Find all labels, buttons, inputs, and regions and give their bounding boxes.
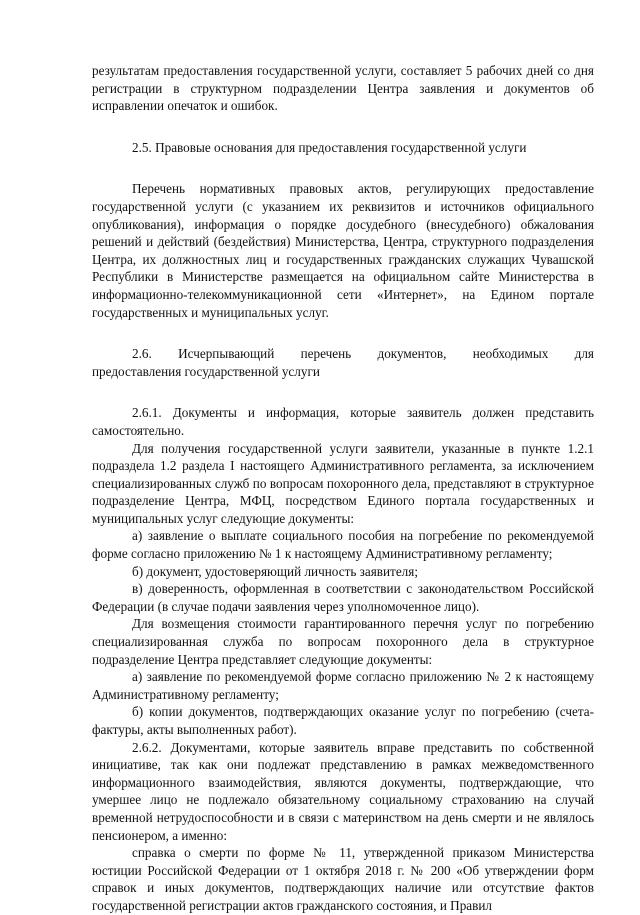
list-item-reimbursement-application: а) заявление по рекомендуемой форме согласно приложению № 2 к настоящему Административному регламенту; xyxy=(92,669,594,702)
list-item-application: а) заявление о выплате социального пособия на погребение по рекомендуемой форме согласно приложению № 1 к настоящему Административному регламенту; xyxy=(92,528,594,562)
section-heading-2-5: 2.5. Правовые основания для предоставления государственной услуги xyxy=(132,139,527,155)
death-certificate-paragraph: справка о смерти по форме № 11, утвержденной приказом Министерства юстиции Российской Федерации от 1 октября 2018 г. № 200 «Об утверждении форм справок и иных документов, подтверждающих наличие или отсутствие фактов государственной регистрации актов гражданского состояния, и Правил xyxy=(92,845,594,913)
section-heading-2-6-line2: предоставления государственной услуги xyxy=(92,363,320,379)
reimbursement-paragraph: Для возмещения стоимости гарантированного перечня услуг по погребению специализированная служба по вопросам похоронного дела в структурное подразделение Центра представляет следующие документы: xyxy=(92,616,594,667)
subsection-2-6-1-paragraph: 2.6.1. Документы и информация, которые заявитель должен представить самостоятельно. xyxy=(92,405,594,438)
legal-basis-paragraph: Перечень нормативных правовых актов, регулирующих предоставление государственной услуги (с указанием их реквизитов и источников официального опубликования), информация о порядке досудебного (внесудебного) обжалования решений и действий (бездействия) Министерства, Центра, структурного подразделения Центра, их должностных лиц и государственных гражданских служащих Чувашской Республики в Министерстве размещается на официальном сайте Министерства в информационно-телекоммуникационной сети «Интернет», на Едином портале государственных и муниципальных услуг. xyxy=(92,181,594,320)
list-item-power-of-attorney: в) доверенность, оформленная в соответствии с законодательством Российской Федерации (в случае подачи заявления через уполномоченное лицо). xyxy=(92,581,594,614)
subsection-2-6-2-paragraph: 2.6.2. Документами, которые заявитель вправе представить по собственной инициативе, так как они подлежат представлению в рамках межведомственного информационного взаимодействия, являются документы, подтверждающие, что умершее лицо не подлежало обязательному социальному страхованию на случай временной нетрудоспособности и в связи с материнством на день смерти и не являлось пенсионером, а именно: xyxy=(92,739,594,843)
receive-service-paragraph: Для получения государственной услуги заявители, указанные в пункте 1.2.1 подраздела 1.2 раздела I настоящего Административного регламента, за исключением специализированных служб по вопросам похоронного дела, представляют в структурное подразделение Центра, МФЦ, посредством Единого портала государственных и муниципальных услуг следующие документы: xyxy=(92,440,594,526)
section-heading-2-6-line1: 2.6. Исчерпывающий перечень документов, необходимых для xyxy=(132,346,594,362)
list-item-identity-document: б) документ, удостоверяющий личность заявителя; xyxy=(132,563,418,579)
list-item-service-documents: б) копии документов, подтверждающих оказание услуг по погребению (счета-фактуры, акты выполненных работ). xyxy=(92,704,594,737)
intro-paragraph: результатам предоставления государственной услуги, составляет 5 рабочих дней со дня регистрации в структурном подразделении Центра заявления и документов об исправлении опечаток и ошибок. xyxy=(92,63,594,114)
section-heading-2-6 xyxy=(92,345,594,380)
